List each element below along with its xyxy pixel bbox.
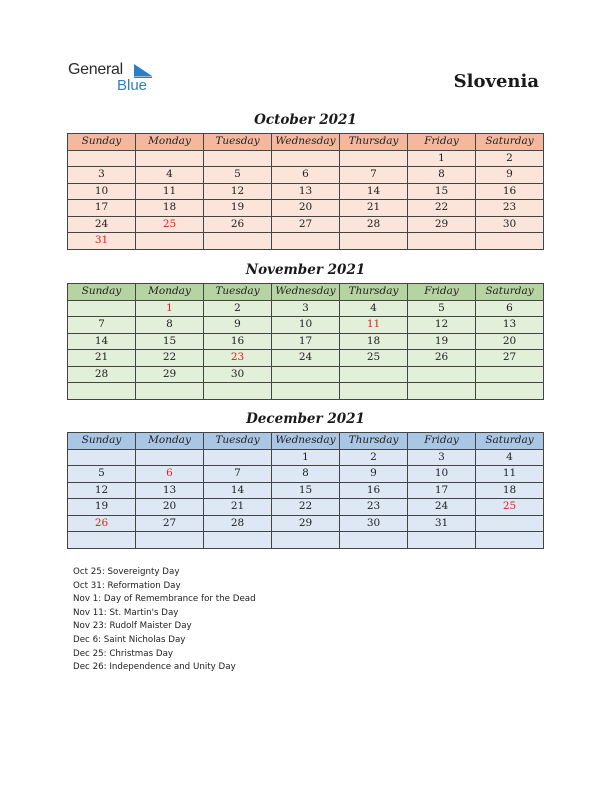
weekday-header: Monday [136,433,204,450]
day-cell: 16 [340,482,408,499]
day-cell [476,383,544,400]
day-cell: 26 [68,515,136,532]
holiday-notes [73,566,256,675]
holiday-note: Oct 31: Reformation Day [73,580,181,591]
week-row [68,333,544,350]
day-cell: 19 [408,333,476,350]
day-cell: 25 [476,499,544,516]
weekday-header: Friday [408,433,476,450]
week-row [68,466,544,483]
calendar-october [67,133,544,250]
day-cell: 29 [272,515,340,532]
day-cell: 29 [136,366,204,383]
day-cell: 18 [136,200,204,217]
day-cell: 30 [340,515,408,532]
day-cell: 8 [272,466,340,483]
day-cell: 13 [476,317,544,334]
weekday-header: Wednesday [272,284,340,301]
day-cell: 17 [408,482,476,499]
week-row [68,532,544,549]
day-cell: 18 [340,333,408,350]
day-cell: 31 [68,233,136,250]
day-cell: 23 [204,350,272,367]
weekday-header: Friday [408,134,476,151]
day-cell: 12 [408,317,476,334]
day-cell: 24 [68,216,136,233]
week-row [68,183,544,200]
logo-triangle-icon [134,64,152,78]
day-cell: 9 [204,317,272,334]
day-cell: 9 [476,167,544,184]
day-cell [408,383,476,400]
week-row [68,482,544,499]
calendar-december [67,432,544,549]
day-cell [204,449,272,466]
day-cell: 27 [476,350,544,367]
day-cell: 15 [408,183,476,200]
day-cell: 1 [136,300,204,317]
day-cell: 8 [136,317,204,334]
day-cell: 10 [408,466,476,483]
day-cell: 3 [272,300,340,317]
week-row [68,383,544,400]
week-row [68,499,544,516]
weekday-header: Saturday [476,284,544,301]
day-cell [68,532,136,549]
week-row [68,200,544,217]
day-cell: 7 [68,317,136,334]
weekday-header: Tuesday [204,284,272,301]
holiday-note: Nov 1: Day of Remembrance for the Dead [73,594,256,605]
weekday-header: Saturday [476,433,544,450]
week-row [68,515,544,532]
day-cell: 14 [204,482,272,499]
weekday-header: Monday [136,134,204,151]
day-cell: 2 [340,449,408,466]
day-cell [272,366,340,383]
day-cell: 28 [340,216,408,233]
day-cell: 4 [476,449,544,466]
day-cell [340,233,408,250]
month-title-december: December 2021 [246,411,365,427]
day-cell: 4 [136,167,204,184]
day-cell: 23 [476,200,544,217]
day-cell: 21 [68,350,136,367]
day-cell: 28 [68,366,136,383]
weekday-header: Tuesday [204,433,272,450]
weekday-header-row [68,284,544,301]
day-cell [340,150,408,167]
day-cell: 31 [408,515,476,532]
day-cell [204,532,272,549]
day-cell: 20 [272,200,340,217]
day-cell: 1 [272,449,340,466]
day-cell: 22 [136,350,204,367]
day-cell: 24 [408,499,476,516]
month-title-november: November 2021 [245,262,366,278]
week-row [68,350,544,367]
weekday-header: Monday [136,284,204,301]
week-row [68,449,544,466]
week-row [68,233,544,250]
week-row [68,216,544,233]
day-cell: 30 [204,366,272,383]
weekday-header: Sunday [68,433,136,450]
day-cell: 7 [204,466,272,483]
holiday-note: Dec 26: Independence and Unity Day [73,662,236,673]
day-cell [136,532,204,549]
day-cell: 7 [340,167,408,184]
day-cell: 6 [476,300,544,317]
day-cell [272,233,340,250]
day-cell: 25 [340,350,408,367]
day-cell: 19 [204,200,272,217]
weekday-header-row [68,433,544,450]
weekday-header: Saturday [476,134,544,151]
logo [68,60,168,100]
day-cell: 20 [476,333,544,350]
day-cell: 17 [68,200,136,217]
day-cell: 5 [204,167,272,184]
day-cell: 11 [340,317,408,334]
day-cell: 30 [476,216,544,233]
day-cell [476,515,544,532]
day-cell [272,383,340,400]
day-cell: 25 [136,216,204,233]
country-title: Slovenia [453,71,539,92]
day-cell: 11 [476,466,544,483]
week-row [68,366,544,383]
day-cell: 10 [68,183,136,200]
weekday-header: Wednesday [272,433,340,450]
day-cell: 4 [340,300,408,317]
day-cell [68,300,136,317]
logo-blue-text: Blue [117,77,148,94]
day-cell [272,150,340,167]
day-cell: 29 [408,216,476,233]
day-cell [476,366,544,383]
holiday-note: Dec 6: Saint Nicholas Day [73,634,186,645]
weekday-header: Thursday [340,134,408,151]
day-cell: 3 [68,167,136,184]
day-cell [136,150,204,167]
day-cell [340,383,408,400]
day-cell: 13 [136,482,204,499]
day-cell [476,532,544,549]
day-cell: 14 [340,183,408,200]
calendar-november [67,283,544,400]
day-cell: 27 [136,515,204,532]
day-cell: 26 [408,350,476,367]
day-cell: 13 [272,183,340,200]
day-cell [136,449,204,466]
day-cell: 22 [272,499,340,516]
day-cell [136,233,204,250]
day-cell: 20 [136,499,204,516]
day-cell [204,233,272,250]
day-cell [408,532,476,549]
day-cell: 12 [204,183,272,200]
day-cell [340,532,408,549]
logo-general-text: General [68,61,123,78]
day-cell: 19 [68,499,136,516]
weekday-header-row [68,134,544,151]
week-row [68,317,544,334]
day-cell [408,366,476,383]
day-cell: 21 [204,499,272,516]
weekday-header: Sunday [68,134,136,151]
day-cell [204,150,272,167]
day-cell: 18 [476,482,544,499]
day-cell: 14 [68,333,136,350]
day-cell: 15 [136,333,204,350]
day-cell: 21 [340,200,408,217]
day-cell [272,532,340,549]
day-cell [204,383,272,400]
day-cell: 28 [204,515,272,532]
day-cell: 2 [204,300,272,317]
day-cell: 23 [340,499,408,516]
week-row [68,150,544,167]
day-cell: 2 [476,150,544,167]
holiday-note: Dec 25: Christmas Day [73,648,174,659]
weekday-header: Thursday [340,433,408,450]
day-cell: 16 [476,183,544,200]
day-cell: 26 [204,216,272,233]
week-row [68,167,544,184]
day-cell: 12 [68,482,136,499]
day-cell: 10 [272,317,340,334]
day-cell: 5 [408,300,476,317]
weekday-header: Thursday [340,284,408,301]
day-cell: 5 [68,466,136,483]
day-cell: 27 [272,216,340,233]
weekday-header: Friday [408,284,476,301]
day-cell [136,383,204,400]
day-cell [68,449,136,466]
day-cell: 11 [136,183,204,200]
day-cell [408,233,476,250]
day-cell [340,366,408,383]
holiday-note: Oct 25: Sovereignty Day [73,567,180,577]
day-cell [476,233,544,250]
holiday-note: Nov 11: St. Martin's Day [73,607,179,618]
holiday-note: Nov 23: Rudolf Maister Day [73,621,192,632]
day-cell: 6 [272,167,340,184]
day-cell: 6 [136,466,204,483]
day-cell: 9 [340,466,408,483]
day-cell: 8 [408,167,476,184]
weekday-header: Sunday [68,284,136,301]
day-cell: 1 [408,150,476,167]
weekday-header: Wednesday [272,134,340,151]
day-cell: 3 [408,449,476,466]
day-cell: 16 [204,333,272,350]
day-cell [68,150,136,167]
day-cell: 22 [408,200,476,217]
week-row [68,300,544,317]
day-cell: 17 [272,333,340,350]
day-cell [68,383,136,400]
day-cell: 15 [272,482,340,499]
weekday-header: Tuesday [204,134,272,151]
month-title-october: October 2021 [254,112,357,128]
day-cell: 24 [272,350,340,367]
